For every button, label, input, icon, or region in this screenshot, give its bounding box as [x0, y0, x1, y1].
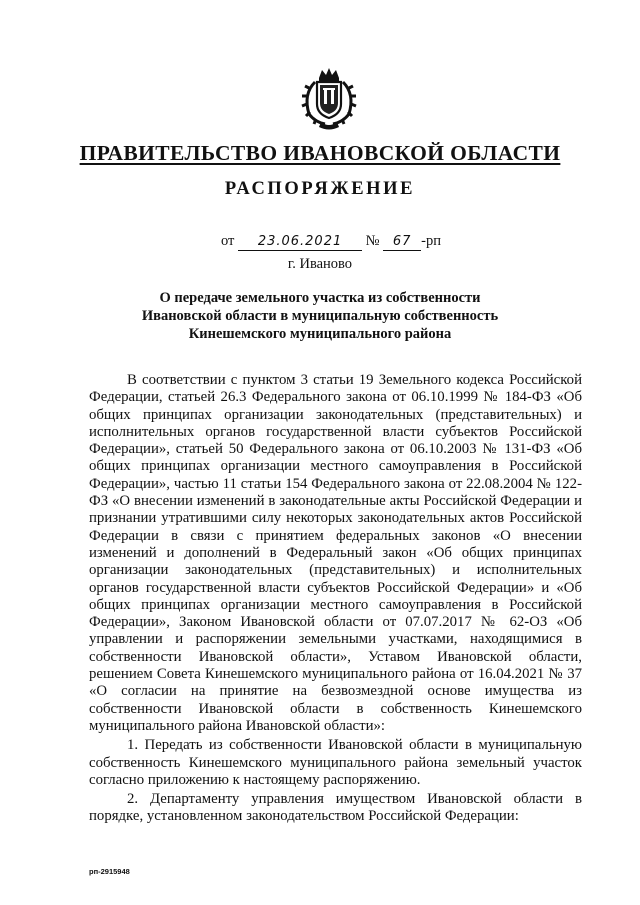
- document-body: [89, 372, 582, 826]
- document-type-heading: РАСПОРЯЖЕНИЕ: [224, 179, 416, 199]
- number-sign: №: [365, 233, 380, 249]
- subject-line: Ивановской области в муниципальную собственность: [141, 308, 499, 324]
- document-date: 23.06.2021: [238, 234, 362, 251]
- document-number: 67: [383, 234, 421, 251]
- date-prefix: от: [221, 233, 235, 249]
- item-1-paragraph: 1. Передать из собственности Ивановской области в муниципальную собственность Кинешемского муниципального района земельный участок согласно приложению к настоящему распоряжению.: [89, 737, 582, 788]
- document-code: рп-2915948: [89, 867, 130, 876]
- preamble-paragraph: В соответствии с пунктом 3 статьи 19 Земельного кодекса Российской Федерации, статьей 26.3 Федерального закона от 06.10.1999 № 184-ФЗ «Об общих принципах организации законодательных (представительных) и исполнительных органов государственной власти субъектов Российской Федерации», статьей 50 Федерального закона от 06.10.2003 № 131-ФЗ «Об общих принципах организации местного самоуправления в Российской Федерации», частью 11 статьи 154 Федерального закона от 22.08.2004 № 122-ФЗ «О внесении изменений в законодательные акты Российской Федерации и признании утратившими силу некоторых законодательных актов Российской Федерации в связи с принятием федеральных законов «О внесении изменений и дополнений в Федеральный закон «Об общих принципах организации законодательных (представительных) и исполнительных органов государственной власти субъектов Российской Федерации» и «Об общих принципах организации местного самоуправления в Российской Федерации», Законом Ивановской области от 07.07.2017 № 62-ОЗ «Об управлении и распоряжении земельными участками, находящимися в собственности Ивановской области», Уставом Ивановской области, решением Совета Кинешемского муниципального района от 16.04.2021 № 37 «О согласии на принятие на безвозмездной основе имущества из собственности Ивановской области в собственность Кинешемского муниципального района Ивановской области»:: [89, 372, 582, 734]
- item-2-paragraph: 2. Департаменту управления имуществом Ивановской области в порядке, установленном законодательством Российской Федерации:: [89, 791, 582, 825]
- document-number-suffix: -рп: [421, 233, 441, 249]
- organization-title: ПРАВИТЕЛЬСТВО ИВАНОВСКОЙ ОБЛАСТИ: [79, 141, 561, 165]
- subject-line: Кинешемского муниципального района: [188, 326, 452, 342]
- document-subject: [110, 289, 530, 343]
- subject-line: О передаче земельного участка из собственности: [159, 290, 481, 306]
- document-city: г. Иваново: [287, 256, 353, 272]
- coat-of-arms-icon: [295, 64, 363, 132]
- document-dateline: [221, 233, 441, 251]
